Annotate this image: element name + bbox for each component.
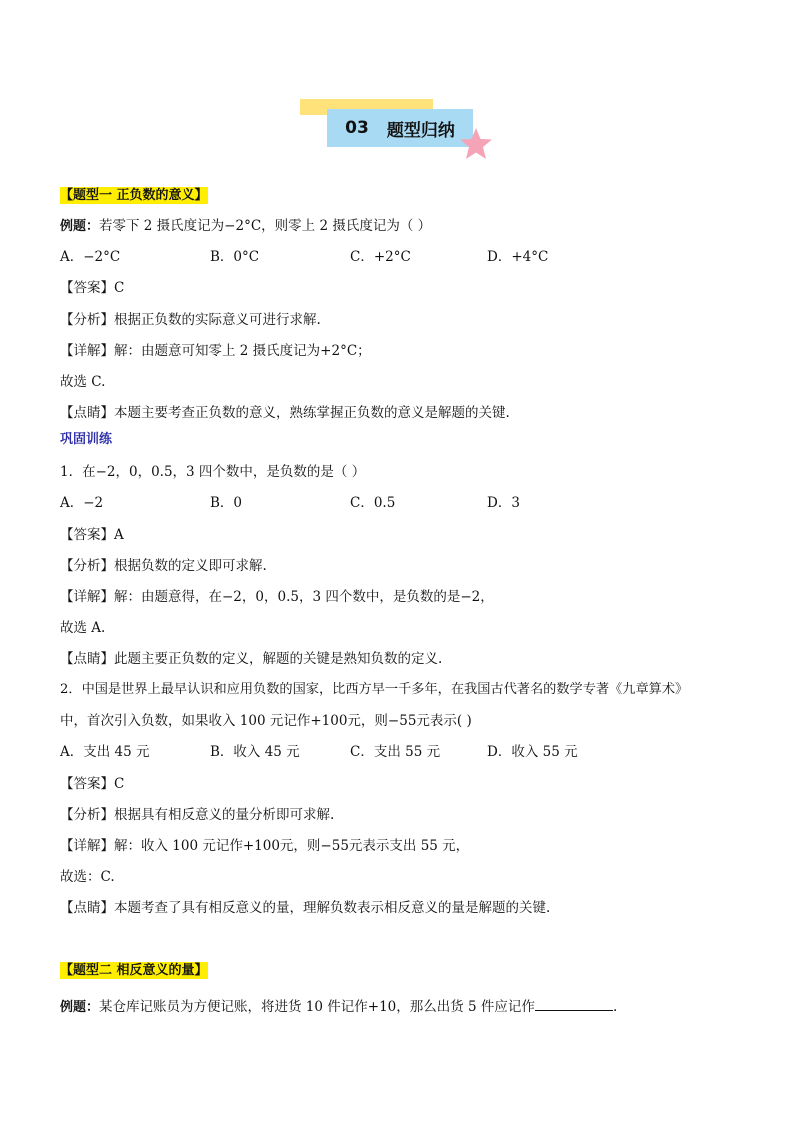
option-b: B．0 (210, 495, 243, 511)
section2-heading: 【题型二 相反意义的量】 (60, 963, 208, 978)
analysis: 【分析】根据正负数的实际意义可进行求解. (60, 312, 321, 328)
q1-text: 1．在−2，0，0.5，3 四个数中，是负数的是（ ） (60, 464, 366, 480)
section1-options (60, 248, 760, 266)
detail: 【详解】解：由题意可知零上 2 摄氏度记为+2°C； (60, 343, 371, 359)
option-a: A．支出 45 元 (60, 744, 150, 760)
q2-text-line2: 中，首次引入负数，如果收入 100 元记作+100元，则−55元表示( ) (60, 713, 472, 729)
option-c: C．支出 55 元 (350, 744, 441, 760)
comment: 【点睛】此题主要正负数的定义，解题的关键是熟知负数的定义. (60, 651, 443, 667)
q2-options (60, 743, 760, 761)
badge-number: 03 (345, 118, 369, 138)
example-label: 例题： (60, 1000, 100, 1015)
option-c: C．+2°C (350, 249, 411, 265)
option-c: C．0.5 (350, 495, 396, 511)
practice-title: 巩固训练 (60, 432, 113, 447)
q1-options (60, 494, 760, 512)
analysis: 【分析】根据负数的定义即可求解. (60, 558, 267, 574)
example-text: 某仓库记账员为方便记账，将进货 10 件记作+10，那么出货 5 件应记作 (99, 999, 535, 1015)
option-b: B．0°C (210, 249, 260, 265)
answer: 【答案】C (60, 776, 125, 792)
option-a: A．−2°C (60, 249, 121, 265)
option-d: D．+4°C (487, 249, 549, 265)
option-b: B．收入 45 元 (210, 744, 300, 760)
section-badge (300, 99, 500, 163)
analysis: 【分析】根据具有相反意义的量分析即可求解. (60, 807, 335, 823)
badge-title: 题型归纳 (386, 120, 455, 141)
detail: 【详解】解：收入 100 元记作+100元，则−55元表示支出 55 元， (60, 838, 470, 854)
section1-heading: 【题型一 正负数的意义】 (60, 188, 208, 203)
comment: 【点睛】本题考查了具有相反意义的量，理解负数表示相反意义的量是解题的关键. (60, 900, 551, 916)
answer: 【答案】C (60, 280, 125, 296)
star-icon (458, 126, 494, 162)
choose: 故选：C. (60, 869, 115, 885)
section2-example (60, 996, 617, 1017)
example-text: 若零下 2 摄氏度记为−2°C，则零上 2 摄氏度记为（ ） (99, 218, 432, 234)
q2-text-line1: 2．中国是世界上最早认识和应用负数的国家，比西方早一千多年，在我国古代著名的数学专著《九章算术》 (60, 682, 689, 697)
example-end: . (612, 999, 618, 1015)
example-label: 例题： (60, 219, 100, 234)
comment: 【点睛】本题主要考查正负数的意义，熟练掌握正负数的意义是解题的关键. (60, 405, 510, 421)
choose: 故选 C. (60, 374, 106, 390)
detail: 【详解】解：由题意得，在−2，0，0.5，3 四个数中，是负数的是−2， (60, 589, 494, 605)
choose: 故选 A. (60, 620, 106, 636)
section1-example (60, 217, 431, 236)
option-d: D．3 (487, 495, 520, 511)
answer-blank (535, 996, 613, 1011)
answer: 【答案】A (60, 527, 124, 543)
badge-title-box (327, 109, 473, 147)
option-a: A．−2 (60, 495, 104, 511)
option-d: D．收入 55 元 (487, 744, 578, 760)
